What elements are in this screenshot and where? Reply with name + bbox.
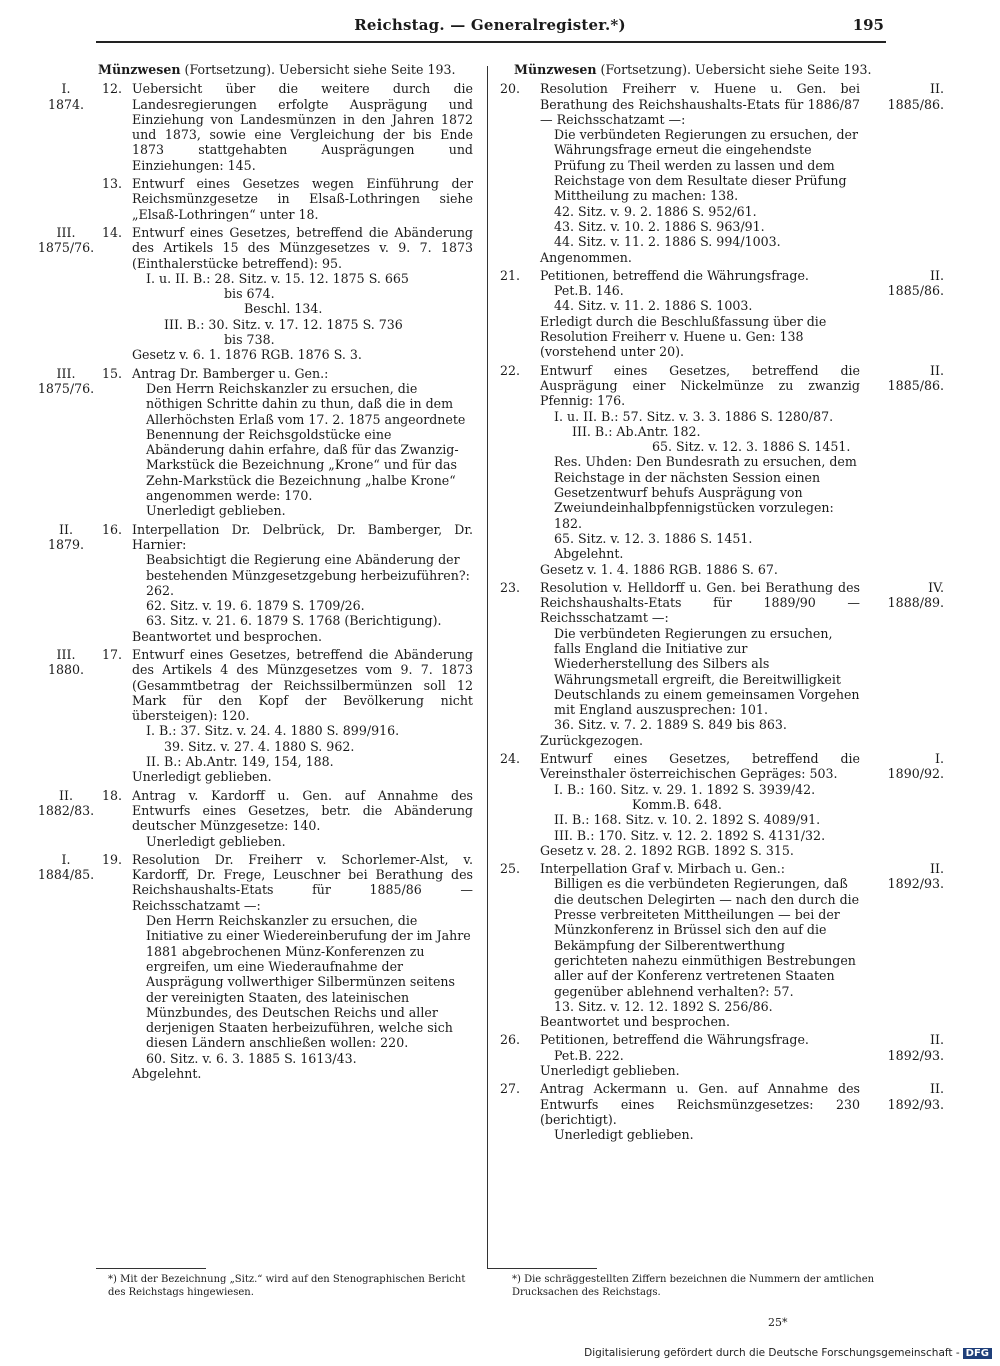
entry-heading: Petitionen, betreffend die Währungsfrage. <box>540 1032 809 1048</box>
left-column-heading: Münzwesen (Fortsetzung). Uebersicht siehe Seite 193. <box>98 62 456 77</box>
entry-number: 15. <box>102 365 123 381</box>
entry-detail-line: Komm.B. 648. <box>632 796 722 812</box>
entry-detail-line: Billigen es die verbündeten Regierungen, daß die deutschen Delegirten — nach den durch die Presse verbreiteten Mittheilungen — bei der Münzkonferenz in Brüssel sich den auf die Bekämpfung der Silberentwerthung gerichteten nahezu einmüthigen Bestrebungen aller auf der Konferenz vertretenen Staaten gegenüber ablehnend verhalten?: 57. <box>554 876 860 999</box>
session-period: II. 1882/83. <box>37 787 95 818</box>
entry-detail-line: Gesetz v. 1. 4. 1886 RGB. 1886 S. 67. <box>540 561 778 577</box>
session-period: I. 1890/92. <box>887 751 944 782</box>
right-column <box>494 62 944 1145</box>
entry-detail-line: I. B.: 37. Sitz. v. 24. 4. 1880 S. 899/916. <box>146 723 400 739</box>
entry-detail-line: II. B.: Ab.Antr. 149, 154, 188. <box>146 754 334 770</box>
entry-detail-line: Zurückgezogen. <box>540 732 644 748</box>
session-period: II. 1885/86. <box>887 362 944 393</box>
session-period: I. 1874. <box>47 81 85 112</box>
entry-detail-line: I. u. II. B.: 57. Sitz. v. 3. 3. 1886 S. 1280/87. <box>554 408 834 424</box>
footnote-right: *) Die schräggestellten Ziffern bezeichnen die Nummern der amtlichen Drucksachen des Reichstags. <box>512 1274 875 1298</box>
entry-heading: Antrag Dr. Bamberger u. Gen.: <box>132 365 329 381</box>
entry-detail-line: Erledigt durch die Beschlußfassung über die Resolution Freiherr v. Huene u. Gen: 138 (vorstehend unter 20). <box>540 313 827 360</box>
entry-detail-line: Unerledigt geblieben. <box>146 503 286 519</box>
register-entry <box>494 861 944 1029</box>
entry-number: 23. <box>500 579 521 595</box>
entry-number: 14. <box>102 224 123 240</box>
entry-heading: Antrag v. Kardorff u. Gen. auf Annahme des Entwurfs eines Gesetzes, betr. die Abänderung deutscher Münzgesetze: 140. <box>132 787 473 834</box>
register-entry <box>36 81 473 173</box>
entry-heading: Uebersicht über die weitere durch die Landesregierungen erfolgte Ausprägung und Einziehung von Landesmünzen in den Jahren 1872 und 1873, sowie eine Vergleichung der bis Ende 1873 stattgehabten Ausprägungen und Einziehungen: 145. <box>132 81 473 173</box>
entry-heading: Resolution Freiherr v. Huene u. Gen. bei Berathung des Reichshaushalts-Etats für 1886/87 — Reichsschatzamt —: <box>540 81 860 127</box>
header-title: Reichstag. — Generalregister.*) <box>354 16 626 34</box>
register-entry <box>36 788 473 849</box>
entry-heading: Entwurf eines Gesetzes wegen Einführung der Reichsmünzgesetze in Elsaß-Lothringen siehe „Elsaß-Lothringen“ unter 18. <box>132 176 473 222</box>
entry-detail-line: 44. Sitz. v. 11. 2. 1886 S. 1003. <box>554 298 753 314</box>
entry-detail-line: Beabsichtigt die Regierung eine Abänderung der bestehenden Münzgesetzgebung herbeizuführen?: 262. <box>146 552 470 598</box>
entry-number: 22. <box>500 362 521 378</box>
entry-heading: Entwurf eines Gesetzes, betreffend die Abänderung des Artikels 15 des Münzgesetzes v. 9. 7. 1873 (Einthalerstücke betreffend): 95. <box>132 224 473 271</box>
entry-detail-line: Abgelehnt. <box>132 1066 202 1081</box>
entry-detail-line: I. u. II. B.: 28. Sitz. v. 15. 12. 1875 S. 665 <box>146 270 409 286</box>
session-period: I. 1884/85. <box>37 851 95 883</box>
entry-heading: Petitionen, betreffend die Währungsfrage. <box>540 267 809 283</box>
session-period: II. 1892/93. <box>887 1081 944 1112</box>
entry-detail-line: Den Herrn Reichskanzler zu ersuchen, die Initiative zu einer Wiedereinberufung der im Jahre 1881 abgebrochenen Münz-Konferenzen zu ergreifen, um eine Wiederaufnahme der Ausprägung vollwerthiger Silbermünzen seitens der vereinigten Staaten, des lateinischen Münzbundes, des Deutschen Reichs und aller derjenigen Staaten herbeizuführen, welche sich diesen Ländern anschließen wollen: 220. <box>146 913 471 1051</box>
signature-mark: 25* <box>768 1316 788 1329</box>
entry-detail-line: Gesetz v. 28. 2. 1892 RGB. 1892 S. 315. <box>540 842 794 858</box>
register-entry <box>494 751 944 858</box>
entry-heading: Resolution Dr. Freiherr v. Schorlemer-Alst, v. Kardorff, Dr. Frege, Leuschner bei Berathung des Reichshaushalts-Etats für 1885/86 — Reichsschatzamt —: <box>132 851 473 913</box>
session-period: II. 1885/86. <box>887 81 944 112</box>
entry-number: 20. <box>500 81 521 97</box>
entry-detail-line: Pet.B. 146. <box>554 283 624 299</box>
register-entry <box>494 363 944 577</box>
entry-detail-line: Unerledigt geblieben. <box>132 769 272 785</box>
entry-detail-line: Den Herrn Reichskanzler zu ersuchen, die nöthigen Schritte dahin zu thun, daß die in dem Allerhöchsten Erlaß vom 17. 2. 1875 angeordnete Benennung der Reichsgoldstücke eine Abänderung dahin erfahre, daß für das Zwanzig-Markstück die Bezeichnung „Krone“ und für das Zehn-Markstück die Bezeichnung „halbe Krone“ angenommen werde: 170. <box>146 380 466 504</box>
session-period: III. 1880. <box>47 646 85 678</box>
register-entry <box>36 852 473 1081</box>
entry-detail-line: 43. Sitz. v. 10. 2. 1886 S. 963/91. <box>554 218 765 234</box>
entry-detail-line: Beantwortet und besprochen. <box>540 1014 731 1030</box>
entry-detail-line: Unerledigt geblieben. <box>554 1127 694 1143</box>
footnote-rule-right <box>487 1268 597 1269</box>
right-column-heading: Münzwesen (Fortsetzung). Uebersicht siehe Seite 193. <box>514 62 872 77</box>
footnote-rule-left <box>96 1268 206 1269</box>
entry-detail-line: 62. Sitz. v. 19. 6. 1879 S. 1709/26. <box>146 598 365 614</box>
page-number: 195 <box>852 16 884 34</box>
entry-detail-line: Die verbündeten Regierungen zu ersuchen, falls England die Initiative zur Wiederherstellung des Silbers als Währungsmetall ergreift, die Bereitwilligkeit Deutschlands zu einem gemeinsamen Vorgehen mit England auszusprechen: 101. <box>554 625 860 718</box>
entry-detail-line: 65. Sitz. v. 12. 3. 1886 S. 1451. <box>652 439 851 455</box>
session-period: III. 1875/76. <box>37 365 95 396</box>
entry-detail-line: Pet.B. 222. <box>554 1047 624 1063</box>
entry-heading: Interpellation Graf v. Mirbach u. Gen.: <box>540 861 786 877</box>
entry-detail-line: 60. Sitz. v. 6. 3. 1885 S. 1613/43. <box>146 1050 357 1066</box>
entry-heading: Antrag Ackermann u. Gen. auf Annahme des Entwurfs eines Reichsmünzgesetzes: 230 (berichtigt). <box>540 1081 860 1127</box>
entry-detail-line: bis 674. <box>224 286 275 302</box>
register-entry <box>494 1081 944 1142</box>
register-entry <box>36 225 473 363</box>
entry-number: 21. <box>500 267 521 283</box>
session-period: II. 1885/86. <box>887 267 944 299</box>
entry-detail-line: I. B.: 160. Sitz. v. 29. 1. 1892 S. 3939/42. <box>554 781 816 797</box>
register-entry <box>494 268 944 360</box>
entry-detail-line: Angenommen. <box>540 249 632 265</box>
footnote-left: *) Mit der Bezeichnung „Sitz.“ wird auf den Stenographischen Bericht des Reichstags hingewiesen. <box>108 1274 466 1298</box>
dfg-banner: Digitalisierung gefördert durch die Deutsche Forschungsgemeinschaft - DFG <box>584 1347 992 1359</box>
register-entry <box>36 522 473 644</box>
entry-detail-line: Abgelehnt. <box>554 546 624 562</box>
entry-heading: Entwurf eines Gesetzes, betreffend die Ausprägung einer Nickelmünze zu zwanzig Pfennig: 176. <box>540 362 860 409</box>
entry-detail-line: 42. Sitz. v. 9. 2. 1886 S. 952/61. <box>554 203 757 219</box>
entry-detail-line: III. B.: 30. Sitz. v. 17. 12. 1875 S. 736 <box>164 316 403 332</box>
entry-number: 16. <box>102 521 123 537</box>
entry-detail-line: 63. Sitz. v. 21. 6. 1879 S. 1768 (Berichtigung). <box>146 613 442 629</box>
entry-detail-line: III. B.: 170. Sitz. v. 12. 2. 1892 S. 4131/32. <box>554 827 826 843</box>
entry-detail-line: 13. Sitz. v. 12. 12. 1892 S. 256/86. <box>554 998 773 1014</box>
entry-detail-line: III. B.: Ab.Antr. 182. <box>572 423 701 439</box>
entry-heading: Interpellation Dr. Delbrück, Dr. Bamberger, Dr. Harnier: <box>132 521 473 552</box>
session-period: IV. 1888/89. <box>887 579 944 611</box>
entry-heading: Entwurf eines Gesetzes, betreffend die Abänderung des Artikels 4 des Münzgesetzes vom 9. 7. 1873 (Gesammtbetrag der Reichssilbermünzen soll 12 Mark für den Kopf der Bevölkerung nicht übersteigen): 120. <box>132 646 473 724</box>
entry-number: 24. <box>500 751 521 767</box>
entry-detail-line: 65. Sitz. v. 12. 3. 1886 S. 1451. <box>554 530 753 546</box>
register-entry <box>494 81 944 265</box>
running-header <box>96 14 884 40</box>
entry-number: 17. <box>102 646 123 662</box>
register-entry <box>36 647 473 785</box>
entry-detail-line: Unerledigt geblieben. <box>146 833 286 849</box>
column-divider <box>487 66 488 1269</box>
session-period: II. 1892/93. <box>887 861 944 892</box>
left-column <box>36 62 473 1084</box>
register-entry <box>494 1032 944 1078</box>
entry-detail-line: 39. Sitz. v. 27. 4. 1880 S. 962. <box>164 738 355 754</box>
entry-detail-line: Beschl. 134. <box>244 301 323 317</box>
register-entry <box>36 366 473 519</box>
session-period: II. 1892/93. <box>887 1032 944 1063</box>
entry-detail-line: Beantwortet und besprochen. <box>132 628 323 644</box>
entry-detail-line: Gesetz v. 6. 1. 1876 RGB. 1876 S. 3. <box>132 347 362 363</box>
entry-detail-line: Res. Uhden: Den Bundesrath zu ersuchen, dem Reichstage in der nächsten Session einen Gesetzentwurf behufs Ausprägung von Zweiundeinhalbpfennigstücken vorzulegen: 182. <box>554 454 857 531</box>
entry-detail-line: 44. Sitz. v. 11. 2. 1886 S. 994/1003. <box>554 234 781 250</box>
register-entry <box>36 176 473 222</box>
session-period: II. 1879. <box>47 521 85 552</box>
entry-heading: Resolution v. Helldorff u. Gen. bei Berathung des Reichshaushalts-Etats für 1889/90 — Reichsschatzamt —: <box>540 579 860 626</box>
entry-number: 19. <box>102 851 123 867</box>
header-rule <box>96 41 886 43</box>
register-entry <box>494 580 944 748</box>
entry-number: 26. <box>500 1032 521 1048</box>
entry-detail-line: II. B.: 168. Sitz. v. 10. 2. 1892 S. 4089/91. <box>554 812 821 828</box>
entry-heading: Entwurf eines Gesetzes, betreffend die Vereinsthaler österreichischen Gepräges: 503. <box>540 751 860 782</box>
entry-detail-line: Unerledigt geblieben. <box>540 1063 680 1078</box>
session-period: III. 1875/76. <box>37 224 95 256</box>
entry-detail-line: bis 738. <box>224 332 275 348</box>
entry-number: 18. <box>102 787 123 803</box>
entry-number: 12. <box>102 81 123 97</box>
entry-detail-line: 36. Sitz. v. 7. 2. 1889 S. 849 bis 863. <box>554 717 787 733</box>
entry-number: 27. <box>500 1081 521 1097</box>
dfg-logo: DFG <box>963 1348 992 1359</box>
entry-number: 25. <box>500 861 521 877</box>
entry-number: 13. <box>102 176 123 192</box>
entry-detail-line: Die verbündeten Regierungen zu ersuchen, der Währungsfrage erneut die eingehendste Prüfung zu Theil werden zu lassen und dem Reichstage von dem Resultate dieser Prüfung Mittheilung zu machen: 138. <box>554 127 859 204</box>
